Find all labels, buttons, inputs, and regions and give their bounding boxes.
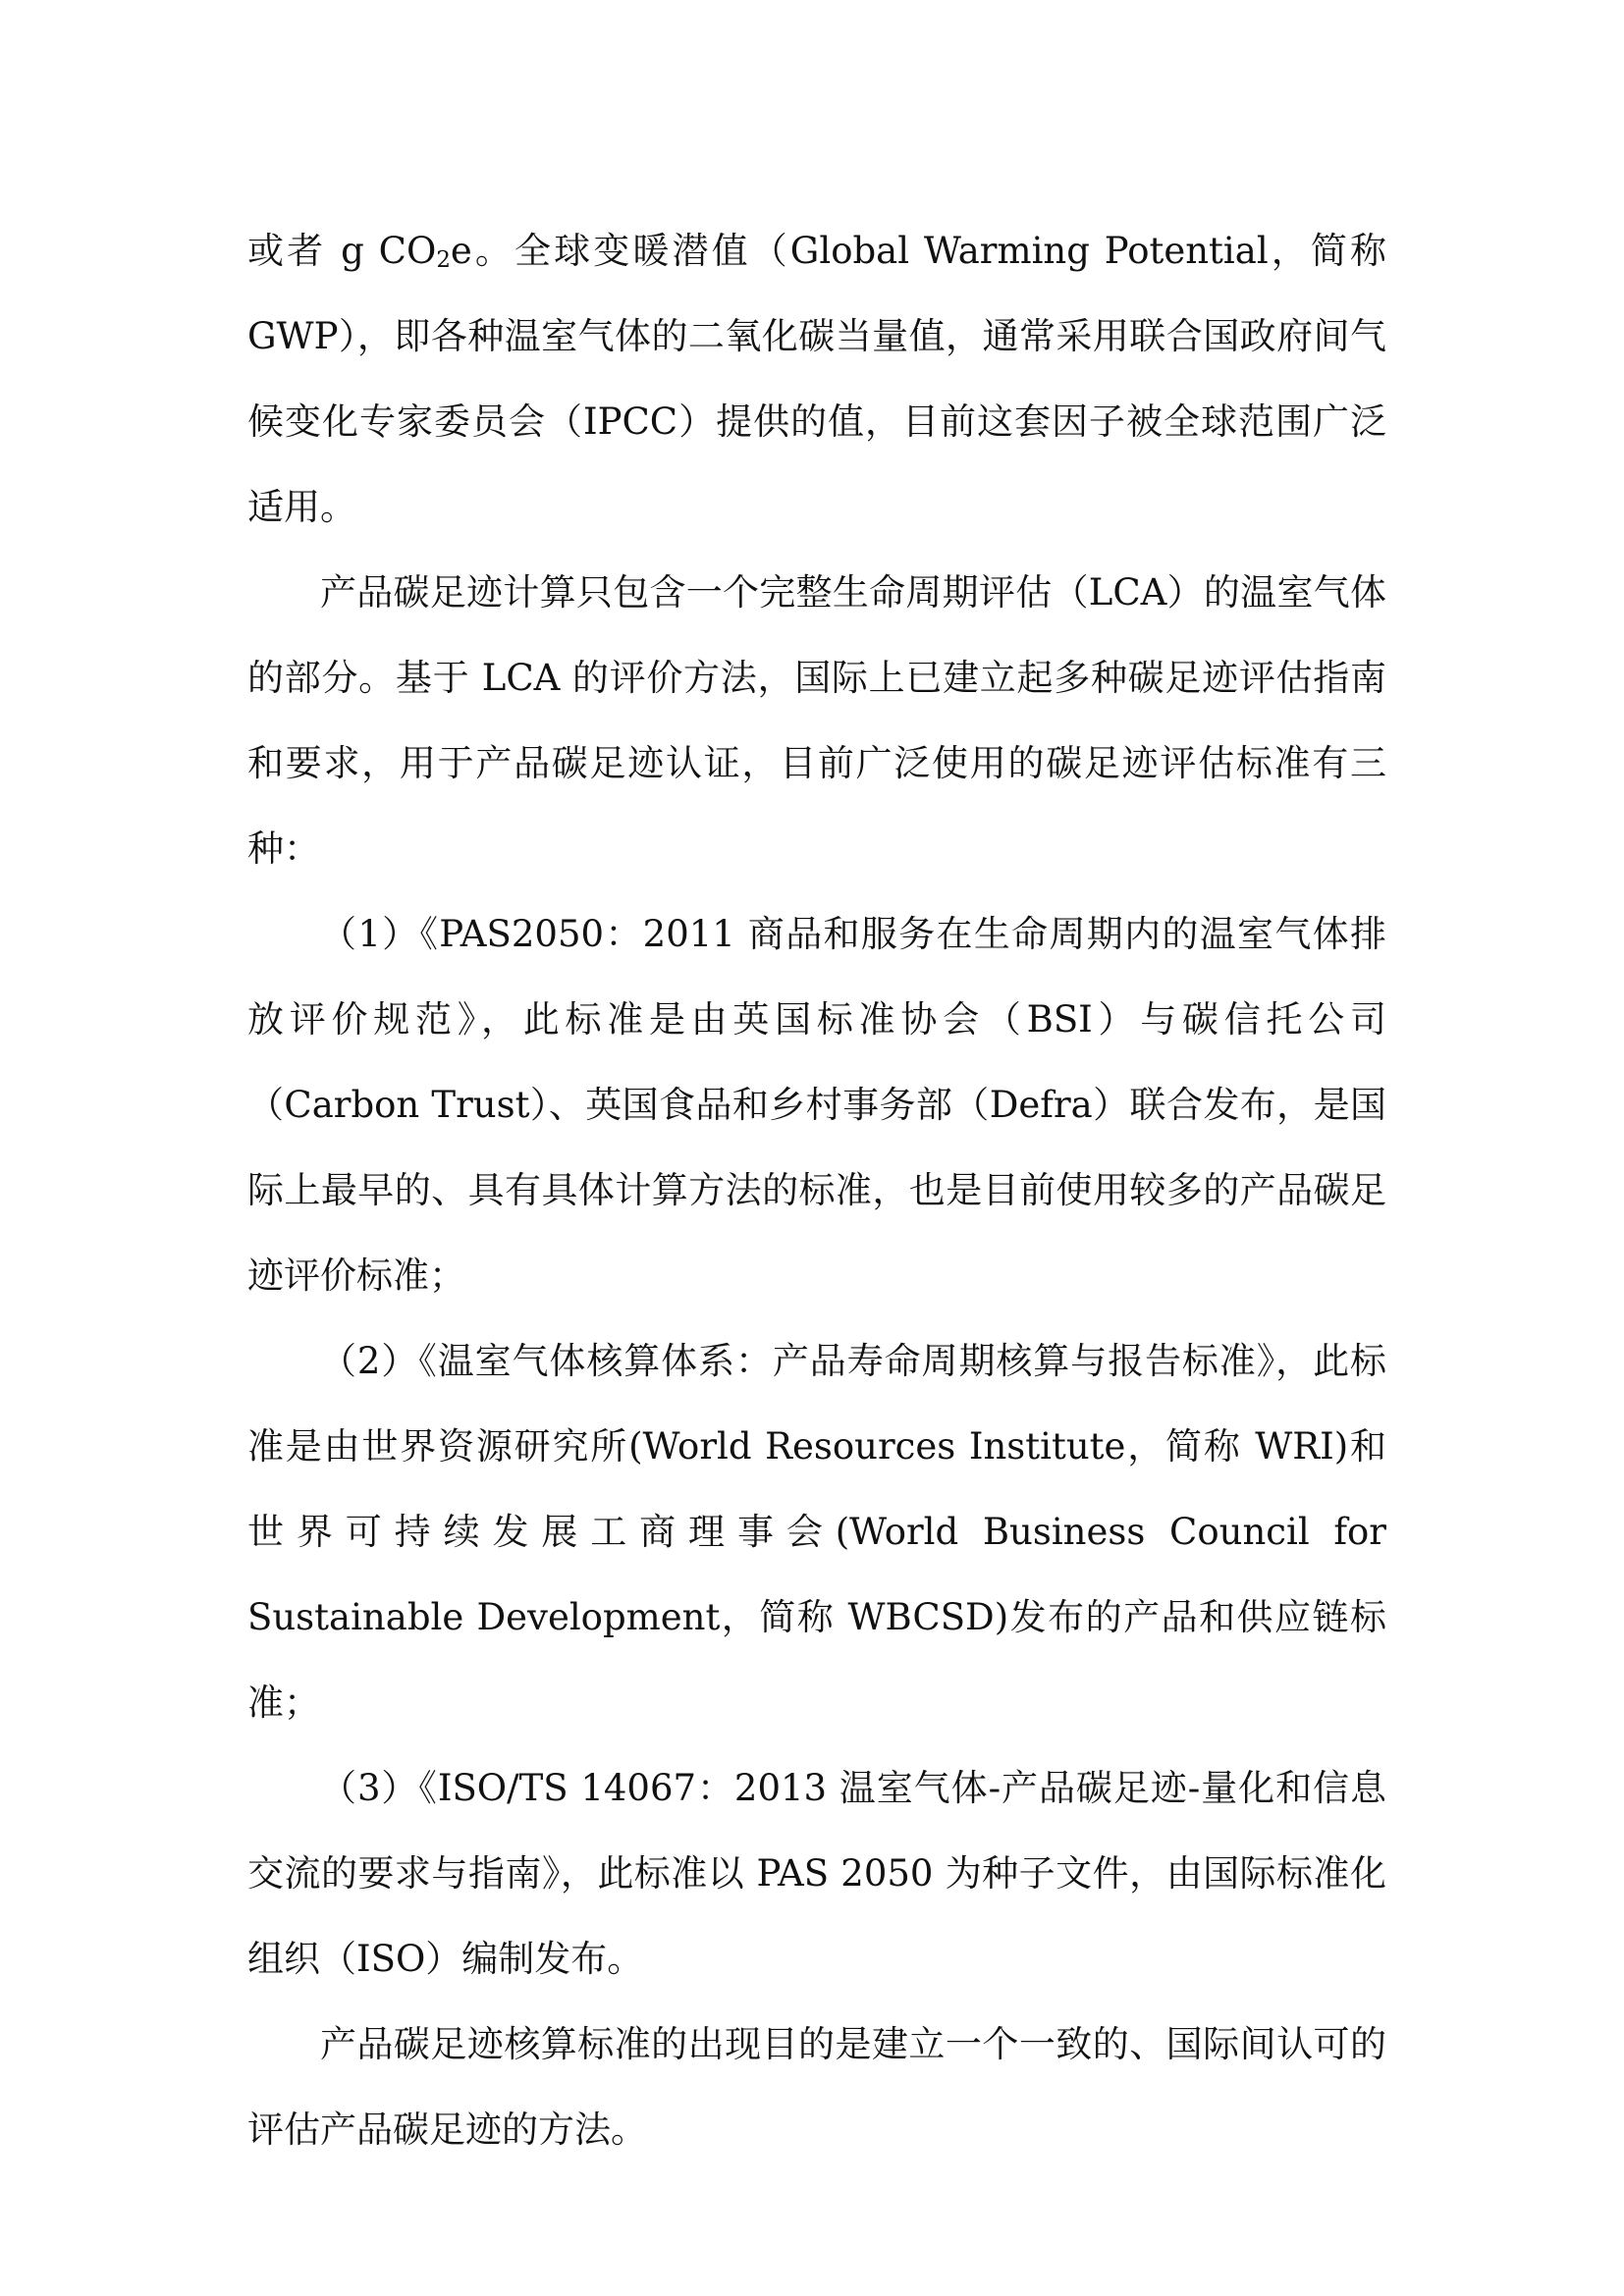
- document-page: [247, 208, 1386, 2172]
- paragraph-standard-ghg-protocol: （2）《温室气体核算体系：产品寿命周期核算与报告标准》，此标准是由世界资源研究所(World Resources Institute，简称 WRI)和世界可持续发展工商理事会(World Business Council for Sustainable Development，简称 WBCSD)发布的产品和供应链标准；: [247, 1340, 1386, 1724]
- paragraph-standard-iso14067: （3）《ISO/TS 14067：2013 温室气体-产品碳足迹-量化和信息交流的要求与指南》，此标准以 PAS 2050 为种子文件，由国际标准化组织（ISO）编制发布。: [247, 1767, 1386, 1980]
- subscript-text: 2: [436, 247, 451, 274]
- paragraph-conclusion: 产品碳足迹核算标准的出现目的是建立一个一致的、国际间认可的评估产品碳足迹的方法。: [247, 2023, 1386, 2151]
- paragraph-standard-pas2050: （1）《PAS2050：2011 商品和服务在生命周期内的温室气体排放评价规范》，此标准是由英国标准协会（BSI）与碳信托公司（Carbon Trust）、英国食品和乡村事务部（Defra）联合发布，是国际上最早的、具有具体计算方法的标准，也是目前使用较多的产品碳足迹评价标准；: [247, 913, 1386, 1297]
- paragraph-lca-intro: 产品碳足迹计算只包含一个完整生命周期评估（LCA）的温室气体的部分。基于 LCA 的评价方法，国际上已建立起多种碳足迹评估指南和要求，用于产品碳足迹认证，目前广泛使用的碳足迹评估标准有三种：: [247, 571, 1386, 870]
- paragraph-gwp-definition: [247, 208, 1386, 550]
- paragraph-text-part: e。全球变暖潜值（Global Warming Potential，简称 GWP），即各种温室气体的二氧化碳当量值，通常采用联合国政府间气候变化专家委员会（IPCC）提供的值，目前这套因子被全球范围广泛适用。: [247, 230, 1386, 528]
- paragraph-text-part: 或者 g CO: [247, 230, 437, 272]
